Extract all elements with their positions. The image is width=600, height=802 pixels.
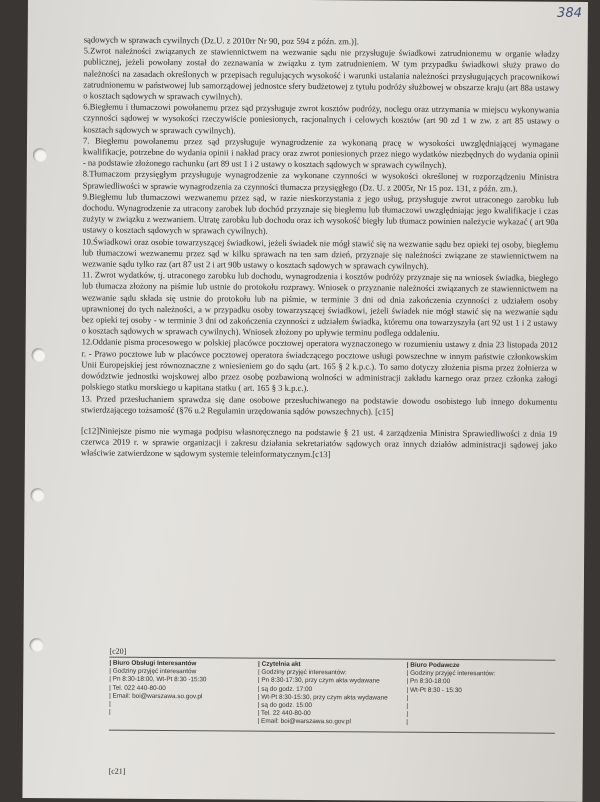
contact-line: | Email: boi@warszawa.so.gov.pl [257,718,351,726]
paragraph: 11. Zwrot wydatków, tj. utraconego zarobku lub dochodu, wynagrodzenia i kosztów podróży przyznaje się na wniosek świadka, biegłego lub tłumacza złożony na piśmie lub ustnie do protokołu rozprawy. Wniosek o przyznanie należności związanych ze stawiennictwem na wezwanie sądu składa się ustnie do protokołu lub na piśmie, w terminie 3 dni od dnia zakończenia czynności z udziałem osoby uprawnionej do tych należności, a w przypadku osoby towarzyszącej świadkowi, jeżeli świadek nie mógł stawić się na wezwanie sądu bez opieki tej osoby - w terminie 3 dni od zakończenia czynności z udziałem świadka, któremu ona towarzyszyła (art 92 ust 1 i 2 ustawy o kosztach sądowych w sprawach cywilnych). Wniosek złożony po upływie terminu podlega oddaleniu. [81,269,559,339]
contact-line: | Tel. 022 440-80-00 [109,684,166,692]
punch-hole [33,148,47,162]
punch-hole [31,348,45,362]
paragraph: 10.Świadkowi oraz osobie towarzyszącej świadkowi, jeżeli świadek nie mógł stawić się na wezwanie sądu bez opieki tej osoby, biegłemu lub tłumaczowi wezwanemu przez sąd w kilku sprawach na ten sam dzień, przyznaje się należności związane ze stawiennictwem na wezwanie sądu tylko raz (art 87 ust 2 i art 90b ustawy o kosztach sądowych w sprawach cywilnych). [82,236,559,271]
document-page [22,0,588,802]
contact-line: | Email: boi@warszawa.so.gov.pl [109,692,203,701]
contact-line: | Godziny przyjęć interesantów: [257,668,347,677]
contact-col-reading-room [258,661,407,728]
contact-col-title: | Biuro Obsługi Interesantów [109,659,197,668]
document-body [81,34,560,462]
contact-line: | Godziny przyjęć interesantów: [406,669,496,678]
contact-line: | [406,719,408,727]
contact-line: | są do godz. 17:00 [257,685,313,693]
paragraph: 9.Biegłemu lub tłumaczowi wezwanemu przez sąd, w razie nieskorzystania z jego usług, przysługuje zwrot utraconego zarobku lub dochodu. Wynagrodzenie za utracony zarobek lub dochód przyznaje się biegłemu lub tłumaczowi uwzględniając jego kwalifikacje i czas zużyty w związku z wezwaniem. Utratę zarobku lub dochodu oraz ich wysokość biegły lub tłumacz powinien należycie wykazać ( art 90a ustawy o kosztach sądowych w sprawach cywilnych). [82,191,559,237]
contact-line: | są do godz. 15:00 [257,701,313,710]
comment-ref-c20: [c20] [109,646,127,656]
punch-holes [28,0,588,2]
comment-ref-c21: [c21] [108,766,126,776]
contact-line: | [406,694,409,702]
contact-line: | Pn 8:30-18:00 [406,678,451,686]
contact-line: | Pn 8:30-18:00, Wt-Pt 8:30 -15:30 [109,676,207,684]
punch-hole [30,488,44,502]
contact-col-boi [109,660,258,727]
contact-col-title: | Czytelnia akt [258,660,301,668]
paragraph: 8.Tłumaczom przysięgłym przysługuje wynagrodzenie za wykonane czynności w wysokości określonej w rozporządzeniu Ministra Sprawiedliwości w sprawie wynagrodzenia za czynności tłumacza przysięgłego (Dz. U. z 2005r, Nr 15 poz. 131, z późn. zm.). [82,168,559,194]
contact-line: | [406,710,409,718]
contact-line: | [108,708,111,716]
contact-line: | Tel. 22 440-80-00 [257,709,311,718]
paragraph: 7. Biegłemu powołanemu przez sąd przysługuje wynagrodzenie za wykonaną pracę w wysokości uwzględniającej wymagane kwalifikacje, potrzebne do wydania opinii i nakład pracy oraz zwrot poniesionych przez niego wydatków niezbędnych do wydania opinii - na podstawie złożonego rachunku (art 89 ust 1 i 2 ustawy o kosztach sądowych w sprawach cywilnych). [82,135,560,171]
contact-line: | Wt-Pt 8:30-15:30, przy czym akta wydawane [257,693,388,702]
contact-col-filing-office [406,662,555,729]
contact-line: | Pn 8:30-17:30, przy czym akta wydawane [257,677,380,685]
paragraph: 13. Przed przesłuchaniem sprawdza się dane osobowe przesłuchiwanego na podstawie dowodu osobistego lub innego dokumentu stwierdzającego tożsamość (§76 u.2 Regulamin urzędowania sądów powszechnych). [c15] [81,392,558,417]
contact-col-title: | Biuro Podawcze [406,661,460,670]
handwritten-page-number: 384 [557,5,582,21]
contact-info-table [109,657,556,734]
paragraph: 12.Oddanie pisma procesowego w polskiej placówce pocztowej operatora wyznaczonego w rozumieniu ustawy z dnia 23 listopada 2012 r. - Prawo pocztowe lub w placówce pocztowej operatora świadczącego pocztowe usługi powszechne w innym państwie członkowskim Unii Europejskiej jest równoznaczne z wniesieniem go do sądu (art. 165 § 2 k.p.c.). To samo dotyczy złożenia pisma przez żołnierza w dowództwie jednostki wojskowej albo przez osobę pozbawioną wolności w administracji zakładu karnego oraz przez członka załogi polskiego statku morskiego u kapitana statku ( art. 165 § 3 k.p.c.). [81,336,558,394]
paragraph: 6.Biegłemu i tłumaczowi powołanemu przez sąd przysługuje zwrot kosztów podróży, noclegu oraz utrzymania w miejscu wykonywania czynności sądowej w wysokości rzeczywiście poniesionych, racjonalnych i celowych kosztów (art 90 zd 1 w zw. z art 85 ustawy o kosztach sądowych w sprawach cywilnych). [83,101,560,136]
punch-hole [29,638,43,652]
contact-line: | Godziny przyjęć interesantów [109,667,197,676]
paragraph: sądowych w sprawach cywilnych (Dz.U. z 2010rr Nr 90, poz 594 z późn. zm.)]. [83,34,359,47]
contact-line: | Wt-Pt 8:30 - 15:30 [406,686,462,694]
signature-footnote: [c12]Niniejsze pismo nie wymaga podpisu własnoręcznego na podstawie § 21 ust. 4 zarządzenia Ministra Sprawiedliwości z dnia 19 czerwca 2019 r. w sprawie organizacji i zakresu działania sekretariatów sądowych oraz innych działów administracji sądowej jako właściwie zatwierdzone w sądowym systemie teleinformatycznym.[c13] [80,425,558,460]
paragraph: 5.Zwrot należności związanych ze stawiennictwem na wezwanie sądu nie przysługuje świadkowi zatrudnionemu w organie władzy publicznej, jeżeli powołany został do zeznawania w związku z tym zatrudnieniem. W tym przypadku świadkowi służy prawo do należności na zasadach określonych w przepisach regulujących wysokość i warunki ustalania należności przysługujących pracownikowi zatrudnionemu w państwowej lub samorządowej jednostce sfery budżetowej z tytułu podróży służbowej w obszarze kraju (art 88a ustawy o kosztach sądowych w sprawach cywilnych). [83,45,560,102]
contact-line: | [406,702,409,710]
contact-line: | [109,700,111,708]
